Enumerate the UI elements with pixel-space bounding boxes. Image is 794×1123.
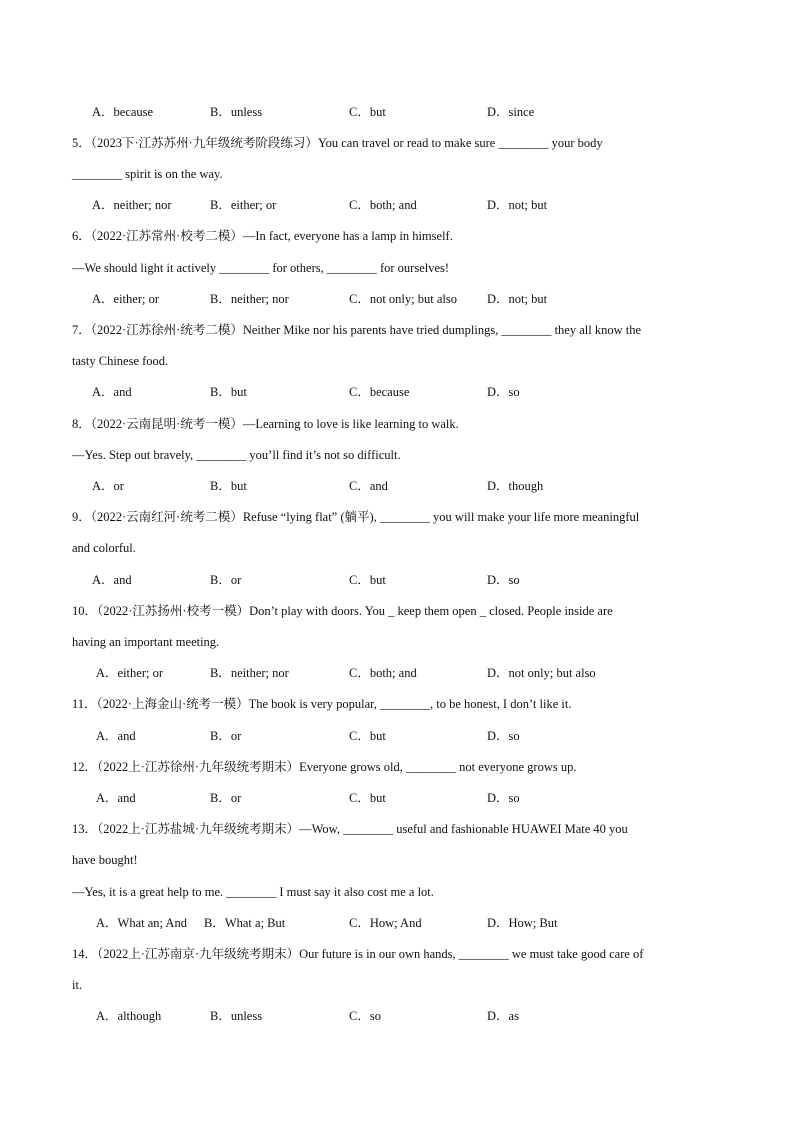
q5-option-c: C．both; and (349, 198, 417, 212)
q5-stem-line-1: 5．（2023下·江苏苏州·九年级统考阶段练习）You can travel or read to make sure ________ your body (72, 136, 603, 150)
q14-options (0, 1008, 794, 1024)
q14-option-c: C．so (349, 1009, 381, 1023)
q10-stem-line-2: having an important meeting. (72, 635, 220, 649)
q6-option-c: C．not only; but also (349, 292, 457, 306)
q8-option-c: C．and (349, 479, 388, 493)
q13-option-b: B．What a; But (204, 916, 286, 930)
q7-options (0, 384, 794, 400)
q13-stem-line-2: have bought! (72, 853, 138, 867)
q10-option-a: A．either; or (96, 666, 163, 680)
q7-option-d: D．so (487, 385, 520, 399)
q6-options (0, 291, 794, 307)
q8-stem-line-1: 8．（2022·云南昆明·统考一模）—Learning to love is like learning to walk. (72, 417, 459, 431)
q6-stem-line-1: 6．（2022·江苏常州·校考二模）—In fact, everyone has a lamp in himself. (72, 229, 453, 243)
q6-option-a: A．either; or (92, 292, 159, 306)
q12-option-c: C．but (349, 791, 386, 805)
q11-options (0, 728, 794, 744)
q8-option-a: A．or (92, 479, 124, 493)
q4-options (0, 104, 794, 120)
q12-option-a: A．and (96, 791, 136, 805)
q11-option-d: D．so (487, 729, 520, 743)
q12-option-b: B．or (210, 791, 242, 805)
q14-option-d: D．as (487, 1009, 519, 1023)
q11-stem-line-1: 11．（2022·上海金山·统考一模）The book is very popular, ________, to be honest, I don’t like it. (72, 697, 572, 711)
q5-options (0, 197, 794, 213)
q5-option-a: A．neither; nor (92, 198, 172, 212)
q9-option-d: D．so (487, 573, 520, 587)
q10-option-c: C．both; and (349, 666, 417, 680)
q11-option-a: A．and (96, 729, 136, 743)
q6-option-d: D．not; but (487, 292, 548, 306)
q9-stem-line-1: 9．（2022·云南红河·统考二模）Refuse “lying flat” (躺平), ________ you will make your life more meaningful (72, 510, 640, 524)
q7-stem-line-1: 7．（2022·江苏徐州·统考二模）Neither Mike nor his parents have tried dumplings, ________ they all know the (72, 323, 642, 337)
q5-option-d: D．not; but (487, 198, 548, 212)
q10-option-d: D．not only; but also (487, 666, 596, 680)
q7-option-b: B．but (210, 385, 247, 399)
q8-option-b: B．but (210, 479, 247, 493)
q9-option-c: C．but (349, 573, 386, 587)
q7-stem-line-2: tasty Chinese food. (72, 354, 169, 368)
q6-stem-line-2: —We should light it actively ________ for others, ________ for ourselves! (72, 261, 450, 275)
q10-stem-line-1: 10．（2022·江苏扬州·校考一模）Don’t play with doors. You _ keep them open _ closed. People inside are (72, 604, 613, 618)
q5-option-b: B．either; or (210, 198, 277, 212)
q14-stem-line-2: it. (72, 978, 83, 992)
q14-option-b: B．unless (210, 1009, 263, 1023)
q7-option-c: C．because (349, 385, 410, 399)
q9-stem-line-2: and colorful. (72, 541, 136, 555)
q13-stem-line-3: —Yes, it is a great help to me. ________ I must say it also cost me a lot. (72, 885, 434, 899)
q6-option-b: B．neither; nor (210, 292, 289, 306)
q13-option-d: D．How; But (487, 916, 558, 930)
q11-option-c: C．but (349, 729, 386, 743)
q13-options (0, 915, 794, 931)
q4-option-c: C．but (349, 105, 386, 119)
q8-stem-line-2: —Yes. Step out bravely, ________ you’ll find it’s not so difficult. (72, 448, 401, 462)
q8-options (0, 478, 794, 494)
q4-option-b: B．unless (210, 105, 263, 119)
q9-option-b: B．or (210, 573, 242, 587)
q12-option-d: D．so (487, 791, 520, 805)
q14-stem-line-1: 14．（2022上·江苏南京·九年级统考期末）Our future is in our own hands, ________ we must take good care of (72, 947, 644, 961)
q4-option-d: D．since (487, 105, 535, 119)
q14-option-a: A．although (96, 1009, 162, 1023)
q13-option-a: A．What an; And (96, 916, 187, 930)
q13-option-c: C．How; And (349, 916, 422, 930)
q12-stem-line-1: 12．（2022上·江苏徐州·九年级统考期末）Everyone grows old, ________ not everyone grows up. (72, 760, 577, 774)
q9-option-a: A．and (92, 573, 132, 587)
q9-options (0, 572, 794, 588)
q7-option-a: A．and (92, 385, 132, 399)
q10-option-b: B．neither; nor (210, 666, 289, 680)
q13-stem-line-1: 13．（2022上·江苏盐城·九年级统考期末）—Wow, ________ useful and fashionable HUAWEI Mate 40 you (72, 822, 628, 836)
q4-option-a: A．because (92, 105, 154, 119)
q12-options (0, 790, 794, 806)
q5-stem-line-2: ________ spirit is on the way. (72, 167, 223, 181)
q11-option-b: B．or (210, 729, 242, 743)
q8-option-d: D．though (487, 479, 544, 493)
q10-options (0, 665, 794, 681)
